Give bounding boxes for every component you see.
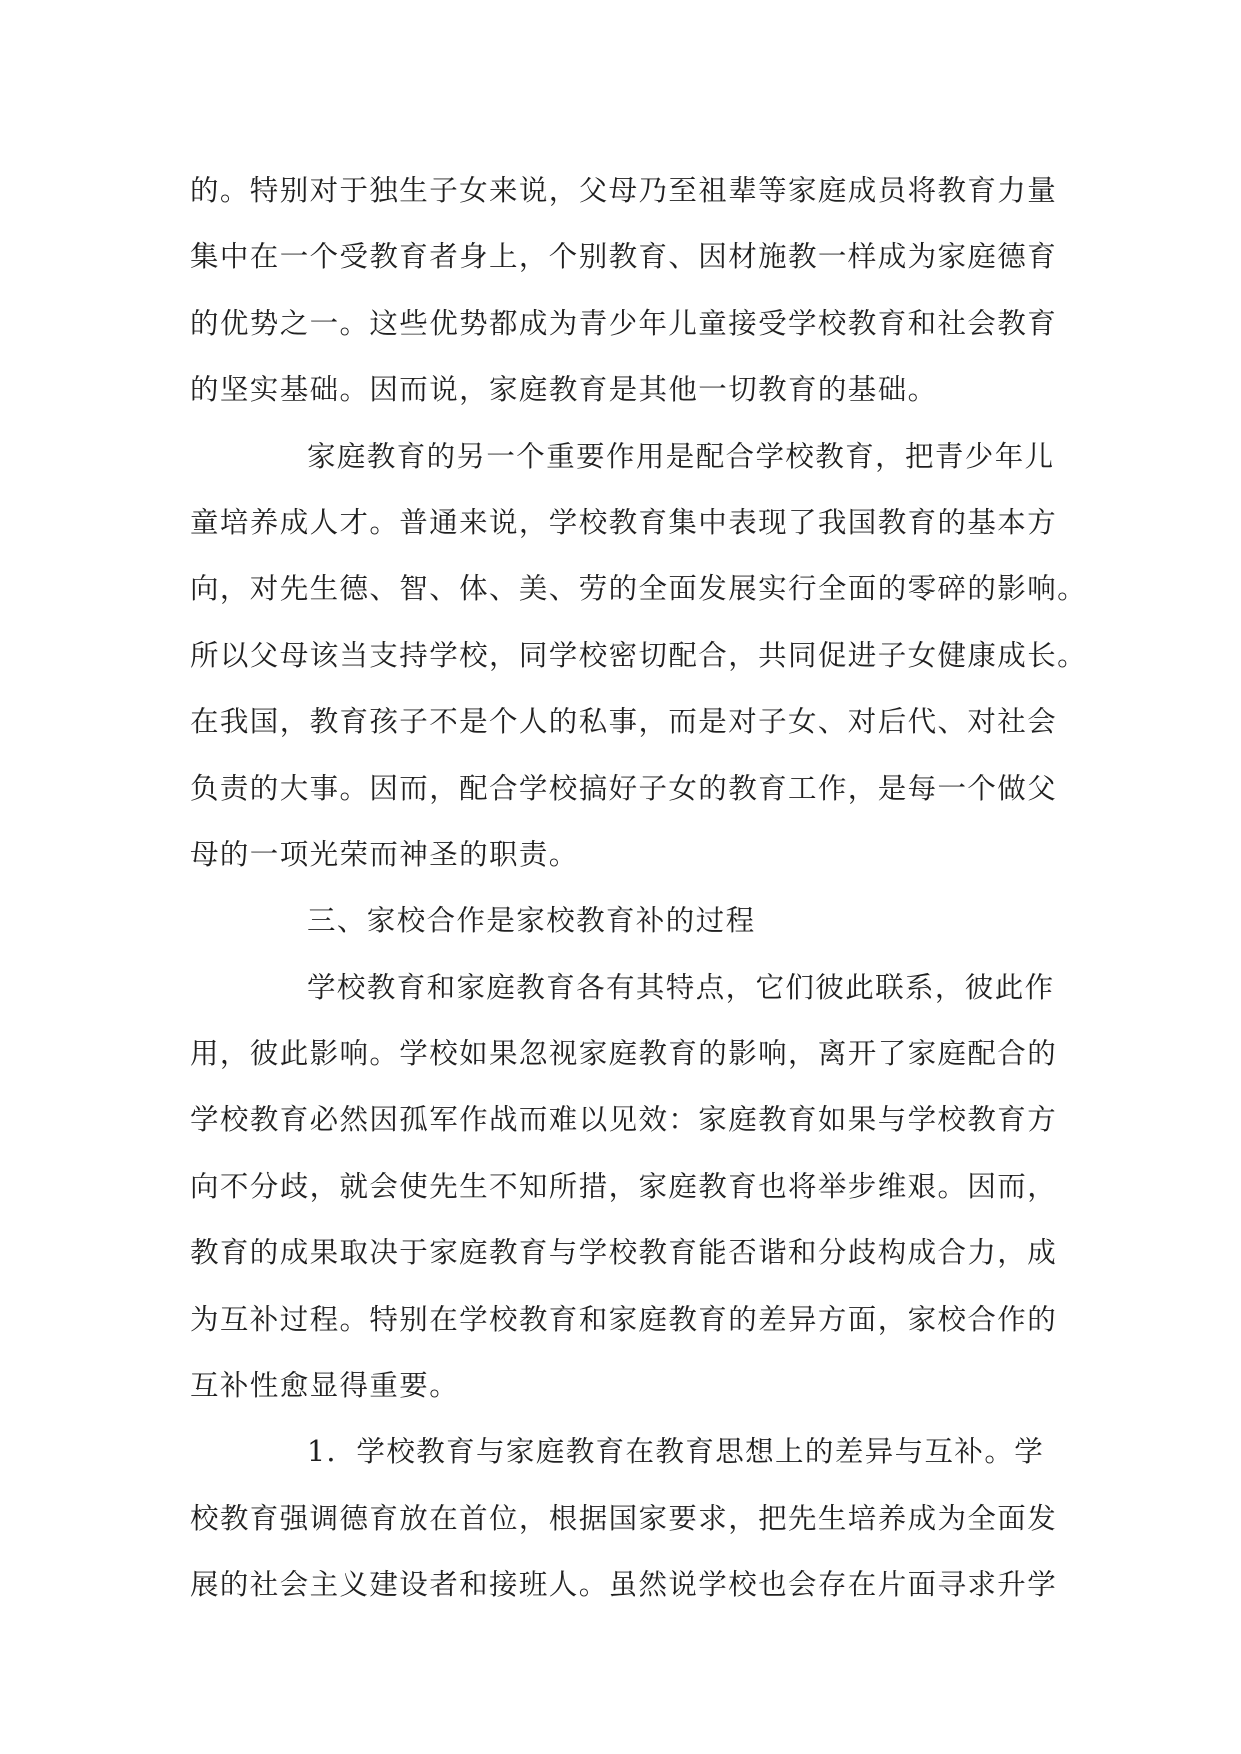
text-line: 互补性愈显得重要。: [190, 1369, 460, 1403]
text-line: 集中在一个受教育者身上，个别教育、因材施教一样成为家庭德育: [190, 240, 1058, 274]
text-line: 童培养成人才。普通来说，学校教育集中表现了我国教育的基本方: [190, 505, 1058, 539]
text-line: 校教育强调德育放在首位，根据国家要求，把先生培养成为全面发: [190, 1501, 1058, 1535]
text-line: 展的社会主义建设者和接班人。虽然说学校也会存在片面寻求升学: [190, 1568, 1058, 1602]
text-line: 的坚实基础。因而说，家庭教育是其他一切教育的基础。: [190, 373, 938, 407]
text-line: 所以父母该当支持学校，同学校密切配合，共同促进子女健康成长。: [190, 638, 1088, 672]
heading-text: 三、家校合作是家校教育补的过程: [307, 904, 756, 938]
text-line: 1．学校教育与家庭教育在教育思想上的差异与互补。学: [307, 1435, 1045, 1469]
paragraph-1: [190, 158, 1058, 424]
paragraph-4: [190, 1419, 1058, 1618]
text-line: 的优势之一。这些优势都成为青少年儿童接受学校教育和社会教育: [190, 306, 1058, 340]
text-line: 向，对先生德、智、体、美、劳的全面发展实行全面的零碎的影响。: [190, 572, 1088, 606]
text-line: 负责的大事。因而，配合学校搞好子女的教育工作，是每一个做父: [190, 771, 1058, 805]
text-line: 在我国，教育孩子不是个人的私事，而是对子女、对后代、对社会: [190, 705, 1058, 739]
text-line: 为互补过程。特别在学校教育和家庭教育的差异方面，家校合作的: [190, 1302, 1058, 1336]
text-line: 母的一项光荣而神圣的职责。: [190, 837, 579, 871]
text-line: 家庭教育的另一个重要作用是配合学校教育，把青少年儿: [307, 439, 1055, 473]
paragraph-2: [190, 424, 1088, 889]
document-body: [190, 158, 1088, 1619]
text-line: 学校教育必然因孤军作战而难以见效：家庭教育如果与学校教育方: [190, 1103, 1058, 1137]
section-heading: [190, 888, 1055, 954]
text-line: 学校教育和家庭教育各有其特点，它们彼此联系，彼此作: [307, 970, 1055, 1004]
text-line: 用，彼此影响。学校如果忽视家庭教育的影响，离开了家庭配合的: [190, 1037, 1058, 1071]
text-line: 教育的成果取决于家庭教育与学校教育能否谐和分歧构成合力，成: [190, 1236, 1058, 1270]
text-line: 的。特别对于独生子女来说，父母乃至祖辈等家庭成员将教育力量: [190, 174, 1058, 207]
paragraph-3: [190, 955, 1058, 1420]
text-line: 向不分歧，就会使先生不知所措，家庭教育也将举步维艰。因而，: [190, 1169, 1058, 1203]
